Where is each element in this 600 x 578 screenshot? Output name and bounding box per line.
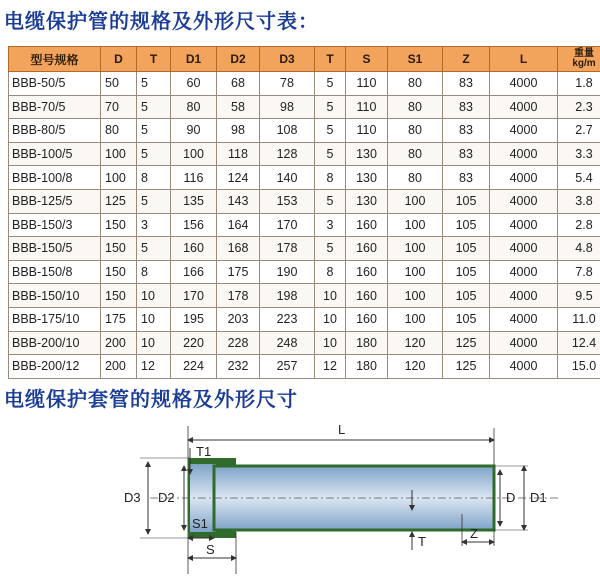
table-row <box>9 260 600 284</box>
table-row <box>9 142 600 166</box>
value-cell: 166 <box>171 260 217 284</box>
header-cell: S1 <box>388 47 443 72</box>
value-cell: 4000 <box>490 237 558 261</box>
model-cell: BBB-150/8 <box>9 260 101 284</box>
value-cell: 100 <box>171 142 217 166</box>
value-cell: 125 <box>443 355 490 379</box>
table-row <box>9 213 600 237</box>
value-cell: 8 <box>137 166 171 190</box>
value-cell: 135 <box>171 189 217 213</box>
header-cell: T <box>315 47 346 72</box>
value-cell: 10 <box>137 284 171 308</box>
header-cell: D1 <box>171 47 217 72</box>
label-S1: S1 <box>192 516 208 531</box>
value-cell: 50 <box>101 72 137 96</box>
value-cell: 100 <box>388 237 443 261</box>
value-cell: 105 <box>443 260 490 284</box>
value-cell: 105 <box>443 213 490 237</box>
value-cell: 83 <box>443 119 490 143</box>
value-cell: 4000 <box>490 307 558 331</box>
value-cell: 4000 <box>490 72 558 96</box>
value-cell: 160 <box>346 260 388 284</box>
header-cell-weight <box>558 47 600 72</box>
value-cell: 178 <box>217 284 260 308</box>
table-row <box>9 284 600 308</box>
value-cell: 100 <box>101 142 137 166</box>
model-cell: BBB-100/5 <box>9 142 101 166</box>
value-cell: 130 <box>346 166 388 190</box>
table-header-row <box>9 47 600 72</box>
diagram-title: 电缆保护套管的规格及外形尺寸 <box>4 387 298 411</box>
value-cell: 78 <box>260 72 315 96</box>
value-cell: 5 <box>315 72 346 96</box>
label-S: S <box>206 542 215 557</box>
value-cell: 3.3 <box>558 142 600 166</box>
value-cell: 3 <box>137 213 171 237</box>
value-cell: 5 <box>315 119 346 143</box>
model-cell: BBB-150/10 <box>9 284 101 308</box>
value-cell: 160 <box>346 307 388 331</box>
value-cell: 124 <box>217 166 260 190</box>
value-cell: 15.0 <box>558 355 600 379</box>
value-cell: 80 <box>388 119 443 143</box>
header-cell: 型号规格 <box>9 47 101 72</box>
model-cell: BBB-80/5 <box>9 119 101 143</box>
value-cell: 4000 <box>490 166 558 190</box>
value-cell: 223 <box>260 307 315 331</box>
value-cell: 10 <box>137 331 171 355</box>
value-cell: 4000 <box>490 260 558 284</box>
header-cell: Z <box>443 47 490 72</box>
value-cell: 10 <box>315 284 346 308</box>
value-cell: 98 <box>217 119 260 143</box>
value-cell: 248 <box>260 331 315 355</box>
label-Z: Z <box>470 526 478 541</box>
value-cell: 150 <box>101 237 137 261</box>
value-cell: 118 <box>217 142 260 166</box>
value-cell: 80 <box>171 95 217 119</box>
value-cell: 5 <box>315 142 346 166</box>
value-cell: 80 <box>388 72 443 96</box>
value-cell: 130 <box>346 189 388 213</box>
value-cell: 160 <box>346 284 388 308</box>
spec-table <box>8 46 600 379</box>
value-cell: 5 <box>137 189 171 213</box>
value-cell: 100 <box>388 307 443 331</box>
value-cell: 100 <box>388 213 443 237</box>
header-cell: S <box>346 47 388 72</box>
value-cell: 224 <box>171 355 217 379</box>
value-cell: 170 <box>260 213 315 237</box>
value-cell: 7.8 <box>558 260 600 284</box>
value-cell: 4000 <box>490 331 558 355</box>
weight-header-label: 重量 <box>574 48 594 59</box>
value-cell: 110 <box>346 119 388 143</box>
value-cell: 180 <box>346 331 388 355</box>
value-cell: 190 <box>260 260 315 284</box>
label-L: L <box>338 422 346 437</box>
value-cell: 228 <box>217 331 260 355</box>
value-cell: 8 <box>137 260 171 284</box>
value-cell: 105 <box>443 284 490 308</box>
value-cell: 83 <box>443 166 490 190</box>
value-cell: 110 <box>346 95 388 119</box>
value-cell: 100 <box>101 166 137 190</box>
value-cell: 120 <box>388 331 443 355</box>
value-cell: 143 <box>217 189 260 213</box>
value-cell: 3 <box>315 213 346 237</box>
value-cell: 125 <box>443 331 490 355</box>
value-cell: 83 <box>443 72 490 96</box>
value-cell: 168 <box>217 237 260 261</box>
value-cell: 257 <box>260 355 315 379</box>
value-cell: 130 <box>346 142 388 166</box>
table-row <box>9 119 600 143</box>
value-cell: 105 <box>443 189 490 213</box>
model-cell: BBB-150/5 <box>9 237 101 261</box>
value-cell: 5 <box>137 119 171 143</box>
pipe-dimension-diagram <box>0 414 600 578</box>
value-cell: 4000 <box>490 213 558 237</box>
table-row <box>9 189 600 213</box>
value-cell: 160 <box>346 213 388 237</box>
header-cell: D2 <box>217 47 260 72</box>
header-cell: D <box>101 47 137 72</box>
model-cell: BBB-200/12 <box>9 355 101 379</box>
table-title: 电缆保护管的规格及外形尺寸表： <box>4 9 319 33</box>
value-cell: 5 <box>137 237 171 261</box>
model-cell: BBB-50/5 <box>9 72 101 96</box>
header-cell: L <box>490 47 558 72</box>
table-row <box>9 307 600 331</box>
table-row <box>9 166 600 190</box>
table-row <box>9 331 600 355</box>
value-cell: 83 <box>443 142 490 166</box>
label-D3: D3 <box>124 490 141 505</box>
value-cell: 150 <box>101 260 137 284</box>
value-cell: 164 <box>217 213 260 237</box>
value-cell: 4.8 <box>558 237 600 261</box>
value-cell: 125 <box>101 189 137 213</box>
value-cell: 232 <box>217 355 260 379</box>
value-cell: 10 <box>137 307 171 331</box>
table-row <box>9 237 600 261</box>
value-cell: 160 <box>171 237 217 261</box>
value-cell: 100 <box>388 260 443 284</box>
value-cell: 140 <box>260 166 315 190</box>
value-cell: 98 <box>260 95 315 119</box>
model-cell: BBB-150/3 <box>9 213 101 237</box>
value-cell: 80 <box>388 95 443 119</box>
value-cell: 5 <box>315 189 346 213</box>
value-cell: 160 <box>346 237 388 261</box>
label-D: D <box>506 490 516 505</box>
value-cell: 5 <box>137 72 171 96</box>
value-cell: 105 <box>443 307 490 331</box>
value-cell: 80 <box>388 166 443 190</box>
value-cell: 5 <box>137 142 171 166</box>
weight-header-unit: kg/m <box>572 58 596 69</box>
table-row <box>9 72 600 96</box>
value-cell: 203 <box>217 307 260 331</box>
value-cell: 156 <box>171 213 217 237</box>
value-cell: 8 <box>315 166 346 190</box>
value-cell: 200 <box>101 355 137 379</box>
label-T: T <box>418 534 426 549</box>
value-cell: 4000 <box>490 189 558 213</box>
value-cell: 5 <box>315 95 346 119</box>
value-cell: 4000 <box>490 284 558 308</box>
value-cell: 80 <box>101 119 137 143</box>
value-cell: 100 <box>388 284 443 308</box>
value-cell: 170 <box>171 284 217 308</box>
value-cell: 116 <box>171 166 217 190</box>
value-cell: 2.8 <box>558 213 600 237</box>
value-cell: 5 <box>315 237 346 261</box>
value-cell: 5 <box>137 95 171 119</box>
model-cell: BBB-175/10 <box>9 307 101 331</box>
value-cell: 198 <box>260 284 315 308</box>
value-cell: 100 <box>388 189 443 213</box>
value-cell: 11.0 <box>558 307 600 331</box>
value-cell: 220 <box>171 331 217 355</box>
value-cell: 10 <box>315 307 346 331</box>
value-cell: 8 <box>315 260 346 284</box>
value-cell: 128 <box>260 142 315 166</box>
value-cell: 120 <box>388 355 443 379</box>
value-cell: 108 <box>260 119 315 143</box>
value-cell: 4000 <box>490 95 558 119</box>
value-cell: 180 <box>346 355 388 379</box>
table-body <box>9 72 600 379</box>
value-cell: 60 <box>171 72 217 96</box>
value-cell: 70 <box>101 95 137 119</box>
model-cell: BBB-125/5 <box>9 189 101 213</box>
value-cell: 110 <box>346 72 388 96</box>
value-cell: 4000 <box>490 142 558 166</box>
value-cell: 2.3 <box>558 95 600 119</box>
value-cell: 12 <box>137 355 171 379</box>
value-cell: 4000 <box>490 119 558 143</box>
value-cell: 2.7 <box>558 119 600 143</box>
value-cell: 58 <box>217 95 260 119</box>
value-cell: 80 <box>388 142 443 166</box>
value-cell: 83 <box>443 95 490 119</box>
value-cell: 175 <box>101 307 137 331</box>
value-cell: 150 <box>101 284 137 308</box>
label-T1: T1 <box>196 444 212 459</box>
value-cell: 12.4 <box>558 331 600 355</box>
value-cell: 90 <box>171 119 217 143</box>
model-cell: BBB-100/8 <box>9 166 101 190</box>
header-cell: D3 <box>260 47 315 72</box>
model-cell: BBB-70/5 <box>9 95 101 119</box>
value-cell: 153 <box>260 189 315 213</box>
value-cell: 200 <box>101 331 137 355</box>
label-D2: D2 <box>158 490 175 505</box>
value-cell: 10 <box>315 331 346 355</box>
value-cell: 68 <box>217 72 260 96</box>
value-cell: 175 <box>217 260 260 284</box>
value-cell: 1.8 <box>558 72 600 96</box>
value-cell: 12 <box>315 355 346 379</box>
value-cell: 9.5 <box>558 284 600 308</box>
model-cell: BBB-200/10 <box>9 331 101 355</box>
value-cell: 178 <box>260 237 315 261</box>
table-row <box>9 355 600 379</box>
value-cell: 195 <box>171 307 217 331</box>
value-cell: 150 <box>101 213 137 237</box>
table-row <box>9 95 600 119</box>
value-cell: 105 <box>443 237 490 261</box>
value-cell: 5.4 <box>558 166 600 190</box>
label-D1: D1 <box>530 490 547 505</box>
value-cell: 4000 <box>490 355 558 379</box>
value-cell: 3.8 <box>558 189 600 213</box>
header-cell: T <box>137 47 171 72</box>
